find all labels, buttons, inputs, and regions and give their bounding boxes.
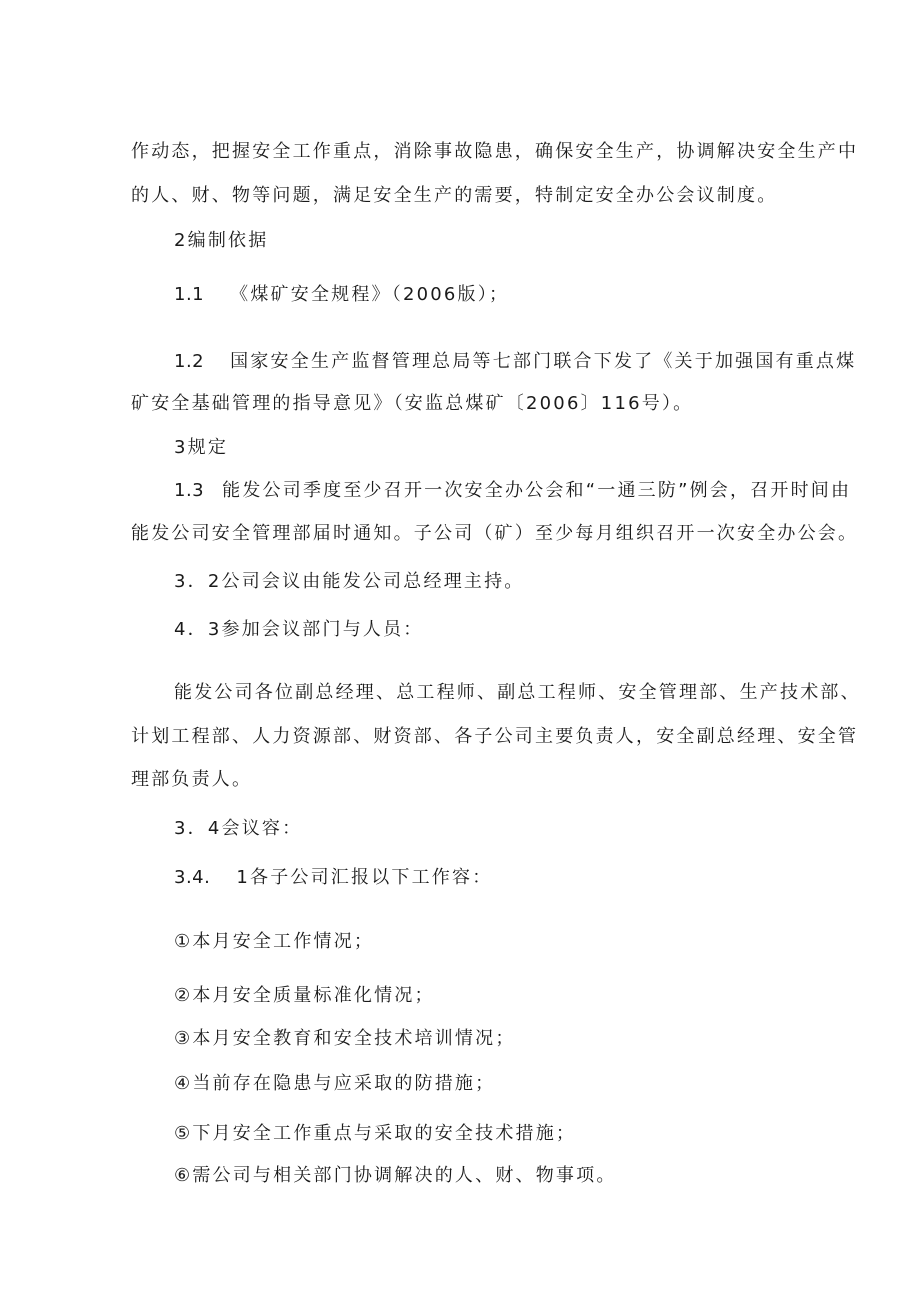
item-3-4: 3．4会议容： bbox=[174, 818, 303, 839]
item-1-2-line-2: 矿安全基础管理的指导意见》（安监总煤矿〔2006〕116号）。 bbox=[131, 393, 694, 414]
list-item: ⑤下月安全工作重点与采取的安全技术措施； bbox=[174, 1123, 577, 1144]
attendees-line-2: 计划工程部、人力资源部、财资部、各子公司主要负责人，安全副总经理、安全管 bbox=[131, 726, 859, 747]
item-1-1-number: 1.1 bbox=[174, 284, 205, 305]
list-item: ①本月安全工作情况； bbox=[174, 931, 375, 952]
item-3-4-1 bbox=[174, 866, 492, 890]
item-1-1 bbox=[174, 283, 509, 307]
list-item: ②本月安全质量标准化情况； bbox=[174, 985, 435, 1006]
item-1-3-line-2: 能发公司安全管理部届时通知。子公司（矿）至少每月组织召开一次安全办公会。 bbox=[131, 523, 859, 544]
item-3-4-1-text: 1各子公司汇报以下工作容： bbox=[236, 867, 493, 888]
section-3-heading: 3规定 bbox=[174, 437, 229, 458]
section-2-heading: 2编制依据 bbox=[174, 230, 269, 251]
attendees-line-3: 理部负责人。 bbox=[131, 769, 253, 790]
intro-line-1: 作动态，把握安全工作重点，消除事故隐患，确保安全生产，协调解决安全生产中 bbox=[131, 141, 859, 162]
item-4-3: 4．3参加会议部门与人员： bbox=[174, 619, 424, 640]
item-1-2 bbox=[174, 350, 856, 374]
item-3-2: 3．2公司会议由能发公司总经理主持。 bbox=[174, 571, 525, 592]
item-1-3-number: 1.3 bbox=[174, 480, 205, 501]
item-3-4-1-number: 3.4. bbox=[174, 867, 211, 888]
item-1-3-line-1: 能发公司季度至少召开一次安全办公会和“一通三防”例会，召开时间由 bbox=[222, 480, 852, 501]
item-1-2-line-1: 国家安全生产监督管理总局等七部门联合下发了《关于加强国有重点煤 bbox=[230, 351, 857, 372]
list-item: ⑥需公司与相关部门协调解决的人、财、物事项。 bbox=[174, 1165, 617, 1186]
item-1-2-number: 1.2 bbox=[174, 351, 205, 372]
item-1-1-text: 《煤矿安全规程》（2006版）； bbox=[230, 284, 510, 305]
item-1-3 bbox=[174, 479, 851, 503]
list-item: ④当前存在隐患与应采取的防措施； bbox=[174, 1073, 496, 1094]
list-item: ③本月安全教育和安全技术培训情况； bbox=[174, 1028, 516, 1049]
intro-line-2: 的人、财、物等问题，满足安全生产的需要，特制定安全办公会议制度。 bbox=[131, 185, 778, 206]
attendees-line-1: 能发公司各位副总经理、总工程师、副总工程师、安全管理部、生产技术部、 bbox=[174, 682, 861, 703]
